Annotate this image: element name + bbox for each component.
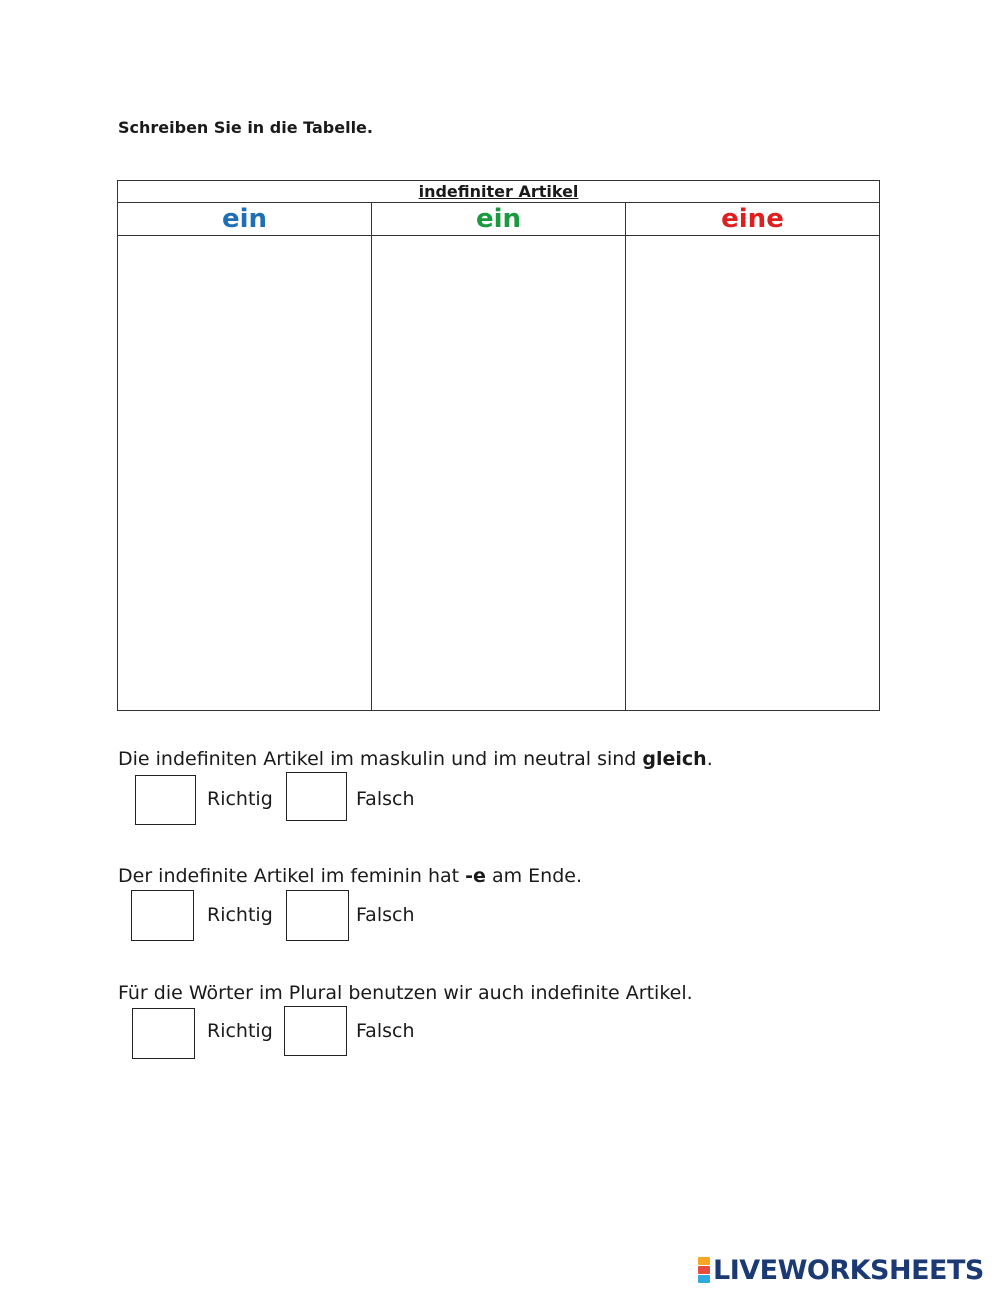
q1-falsch-checkbox[interactable] [286, 772, 347, 821]
question-2 [118, 865, 582, 887]
q2-falsch-checkbox[interactable] [286, 890, 349, 941]
q1-falsch-label: Falsch [356, 788, 415, 810]
question-2-bold: -e [465, 865, 486, 887]
column-header-feminine: eine [626, 203, 880, 236]
q3-richtig-checkbox[interactable] [132, 1008, 195, 1059]
question-3-text: Für die Wörter im Plural benutzen wir auch indefinite Artikel. [118, 982, 693, 1004]
instruction-heading: Schreiben Sie in die Tabelle. [118, 118, 373, 137]
question-1-bold: gleich [642, 748, 707, 770]
q2-richtig-checkbox[interactable] [131, 890, 194, 941]
q1-richtig-label: Richtig [207, 788, 273, 810]
logo-block-2 [698, 1266, 710, 1274]
logo-text: LIVEWORKSHEETS [713, 1254, 984, 1286]
liveworksheets-logo [698, 1256, 984, 1284]
column-header-masculine: ein [118, 203, 372, 236]
drop-zone-feminine[interactable] [626, 236, 880, 711]
question-1-end: . [706, 748, 713, 770]
question-1-text: Die indefiniten Artikel im maskulin und im neutral sind [118, 748, 643, 770]
q2-richtig-label: Richtig [207, 904, 273, 926]
column-header-neuter: ein [372, 203, 626, 236]
q1-richtig-checkbox[interactable] [135, 775, 196, 825]
question-2-end: am Ende. [485, 865, 583, 887]
logo-blocks-icon [698, 1257, 710, 1283]
question-2-text: Der indefinite Artikel im feminin hat [118, 865, 466, 887]
q2-falsch-label: Falsch [356, 904, 415, 926]
q3-falsch-checkbox[interactable] [284, 1006, 347, 1056]
q3-falsch-label: Falsch [356, 1020, 415, 1042]
logo-block-3 [698, 1275, 710, 1283]
question-1 [118, 748, 713, 770]
question-3 [118, 982, 693, 1004]
drop-zone-masculine[interactable] [118, 236, 372, 711]
table-title: indefiniter Artikel [118, 181, 880, 203]
logo-block-1 [698, 1257, 710, 1265]
article-table [117, 180, 880, 711]
q3-richtig-label: Richtig [207, 1020, 273, 1042]
drop-zone-neuter[interactable] [372, 236, 626, 711]
